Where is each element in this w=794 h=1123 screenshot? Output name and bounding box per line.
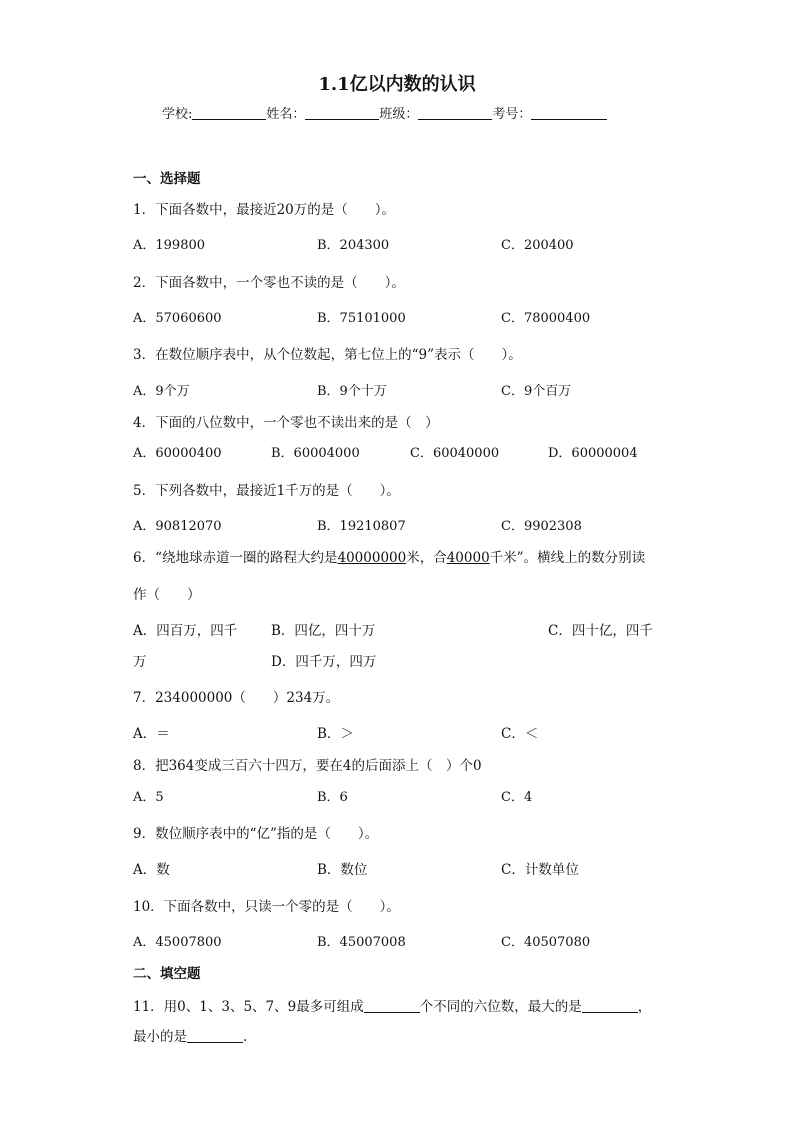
option-a: A．数: [133, 862, 170, 878]
question-stem: [133, 546, 645, 566]
question-stem: 7．234000000（ ）234万。: [133, 690, 340, 706]
stem-text: 个不同的六位数，最大的是: [419, 999, 582, 1015]
option-b: B．6: [317, 790, 348, 805]
option-d: D．60000004: [548, 446, 638, 461]
class-label: 班级：: [379, 107, 419, 122]
option-b: B．数位: [317, 862, 368, 878]
option-b: B．75101000: [317, 311, 406, 326]
stem-text: ，: [637, 999, 652, 1015]
option-a: A．四百万，四千: [133, 623, 238, 639]
stem-text: 11．用0、1、3、5、7、9最多可组成: [133, 999, 364, 1015]
option-b: B．四亿，四十万: [271, 623, 376, 639]
question-stem: 9．数位顺序表中的“亿”指的是（ ）。: [133, 826, 379, 842]
question-stem: 10．下面各数中，只读一个零的是（ ）。: [133, 899, 400, 915]
option-c: C．计数单位: [501, 862, 579, 878]
answer-blank: [364, 1000, 420, 1013]
question-stem: 5．下列各数中，最接近1千万的是（ ）。: [133, 483, 400, 499]
class-blank: [418, 119, 492, 120]
option-b: B．19210807: [317, 519, 406, 534]
option-a: A．5: [133, 790, 164, 805]
option-c: C．200400: [501, 238, 574, 253]
section-fill-heading: 二、填空题: [133, 966, 201, 982]
underlined-number: 40000: [446, 550, 490, 566]
option-c: C．78000400: [501, 311, 591, 326]
exam-label: 考号：: [492, 107, 532, 122]
answer-blank: [582, 1000, 638, 1013]
answer-blank: [187, 1030, 243, 1043]
option-c-continued: 万: [133, 654, 147, 670]
option-c: C．＜: [501, 726, 539, 742]
stem-text: 6．“绕地球赤道一圈的路程大约是: [133, 550, 338, 566]
option-b: B．9个十万: [317, 384, 387, 399]
school-label: 学校:: [162, 107, 193, 122]
school-blank: [192, 119, 266, 120]
option-c: C．40507080: [501, 935, 591, 950]
stem-text: 米，合: [406, 550, 447, 566]
option-c: C．4: [501, 790, 533, 805]
option-a: A．＝: [133, 726, 170, 742]
option-d: D．四千万，四万: [271, 654, 377, 670]
question-stem: 1．下面各数中，最接近20万的是（ ）。: [133, 202, 396, 218]
underlined-number: 40000000: [337, 550, 407, 566]
option-a: A．60000400: [133, 446, 222, 461]
question-stem: [133, 995, 651, 1015]
section-choice-heading: 一、选择题: [133, 171, 201, 187]
option-b: B．60004000: [271, 446, 360, 461]
stem-text: 千米”。横线上的数分别读: [489, 550, 646, 566]
question-stem: 2．下面各数中，一个零也不读的是（ ）。: [133, 275, 405, 291]
option-a: A．57060600: [133, 311, 222, 326]
student-info-line: [162, 103, 607, 122]
option-c: C．60040000: [410, 446, 500, 461]
name-label: 姓名：: [266, 107, 306, 122]
stem-text: 最小的是: [133, 1029, 187, 1045]
question-stem-continued: 作（ ）: [133, 587, 201, 603]
option-b: B．＞: [317, 726, 354, 742]
option-a: A．9个万: [133, 384, 190, 399]
option-a: A．45007800: [133, 935, 222, 950]
stem-text: .: [243, 1029, 248, 1045]
option-a: A．90812070: [133, 519, 222, 534]
option-b: B．204300: [317, 238, 390, 253]
option-b: B．45007008: [317, 935, 406, 950]
option-a: A．199800: [133, 238, 206, 253]
page-title: 1.1亿以内数的认识: [318, 74, 476, 95]
name-blank: [305, 119, 379, 120]
question-stem-continued: [133, 1025, 247, 1045]
option-c: C．四十亿，四千: [548, 623, 653, 639]
option-c: C．9个百万: [501, 384, 572, 399]
exam-blank: [531, 119, 607, 120]
question-stem: 3．在数位顺序表中，从个位数起，第七位上的“9”表示（ ）。: [133, 347, 522, 363]
question-stem: 8．把364变成三百六十四万，要在4的后面添上（ ）个0: [133, 758, 482, 774]
option-c: C．9902308: [501, 519, 582, 534]
question-stem: 4．下面的八位数中，一个零也不读出来的是（ ）: [133, 415, 439, 431]
